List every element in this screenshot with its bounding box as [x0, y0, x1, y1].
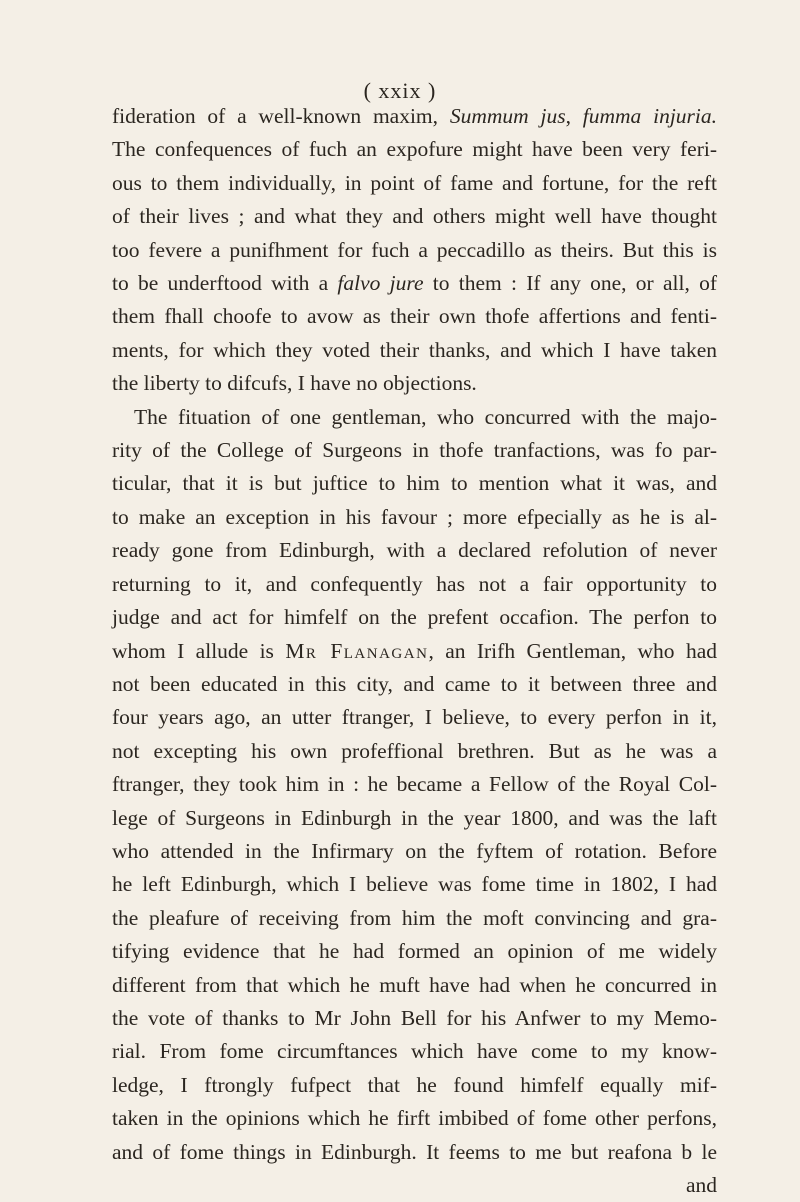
text-run: ledge, I ftrongly fufpect that he found himfelf equally mif- [112, 1072, 717, 1097]
text-line [112, 868, 717, 901]
text-line [112, 300, 717, 333]
text-run: The fituation of one gentleman, who concurred with the majo- [134, 404, 717, 429]
text-line [112, 635, 717, 668]
text-run: too fevere a punifhment for fuch a peccadillo as theirs. But this is [112, 237, 717, 262]
text-line [112, 100, 717, 133]
text-line [112, 401, 717, 434]
text-line [112, 1069, 717, 1102]
text-line [112, 568, 717, 601]
text-line [112, 935, 717, 968]
text-run: the pleafure of receiving from him the moft convincing and gra- [112, 905, 717, 930]
text-line [112, 768, 717, 801]
text-run: not been educated in this city, and came to it between three and [112, 671, 717, 696]
text-line [112, 1035, 717, 1068]
text-line [112, 701, 717, 734]
italic-phrase: Summum jus [449, 104, 566, 128]
text-run: lege of Surgeons in Edinburgh in the year 1800, and was the laft [112, 805, 717, 830]
text-run: The confequences of fuch an expofure might have been very feri- [112, 137, 717, 162]
text-line [112, 234, 717, 267]
italic-phrase: falvo jure [337, 271, 424, 296]
text-run: , an Irifh Gentleman, who had [428, 638, 717, 663]
text-line [112, 735, 717, 768]
text-line [112, 334, 717, 367]
text-line [112, 835, 717, 868]
small-caps-name: Mr Flanagan [285, 638, 429, 663]
text-line [112, 601, 717, 634]
text-run: who attended in the Infirmary on the fyftem of rotation. Before [112, 838, 717, 863]
text-line [112, 167, 717, 200]
text-line [112, 367, 717, 400]
text-run: taken in the opinions which he firft imbibed of fome other perfons, [112, 1106, 717, 1131]
text-line [112, 267, 717, 300]
text-line [112, 1102, 717, 1135]
text-run: ftranger, they took him in : he became a Fellow of the Royal Col- [112, 772, 717, 797]
text-run: tifying evidence that he had formed an opinion of me widely [112, 939, 717, 964]
text-run: fideration of a well-known maxim, [112, 104, 450, 128]
text-run: rity of the College of Surgeons in thofe tranfactions, was fo par- [112, 438, 717, 463]
text-run: and of fome things in Edinburgh. It feems to me but reafona b le [112, 1139, 717, 1164]
text-run: to be underftood with a [112, 271, 338, 296]
text-run: them fhall choofe to avow as their own thofe affertions and fenti- [112, 304, 717, 329]
text-run: ready gone from Edinburgh, with a declared refolution of never [112, 538, 717, 563]
text-line [112, 1136, 717, 1169]
text-line [112, 467, 717, 500]
text-run: different from that which he muft have had when he concurred in [112, 972, 717, 997]
text-run: of their lives ; and what they and others might well have thought [112, 204, 717, 229]
text-line [112, 902, 717, 935]
text-run: the liberty to difcufs, I have no objections. [112, 371, 477, 396]
text-run: ous to them individually, in point of fame and fortune, for the reft [112, 170, 717, 195]
page-number: ( xxix ) [363, 78, 437, 103]
catchword: and [685, 1173, 717, 1197]
text-run: returning to it, and confequently has not a fair opportunity to [112, 571, 717, 596]
text-run: to them : If any one, or all, of [423, 271, 717, 296]
text-run: judge and act for himfelf on the prefent occafion. The perfon to [112, 605, 717, 630]
text-run: to make an exception in his favour ; more efpecially as he is al- [112, 504, 717, 529]
text-line [112, 969, 717, 1002]
text-run: , [565, 104, 583, 128]
text-run: ticular, that it is but juftice to him to mention what it was, and [112, 471, 717, 496]
text-run: he left Edinburgh, which I believe was fome time in 1802, I had [112, 872, 717, 897]
text-line [112, 200, 717, 233]
text-run: whom I allude is [112, 638, 286, 663]
body-text [112, 100, 717, 1202]
text-line [112, 1002, 717, 1035]
text-line [112, 133, 717, 166]
text-run: rial. From fome circumftances which have come to my know- [112, 1039, 717, 1064]
text-line [112, 802, 717, 835]
text-line [112, 501, 717, 534]
text-run: ments, for which they voted their thanks, and which I have taken [112, 337, 717, 362]
text-run: the vote of thanks to Mr John Bell for his Anfwer to my Memo- [112, 1005, 717, 1030]
text-line [112, 434, 717, 467]
text-line [112, 534, 717, 567]
text-run: not excepting his own profeffional brethren. But as he was a [112, 738, 717, 763]
text-line [112, 668, 717, 701]
italic-phrase: fumma injuria. [582, 104, 718, 128]
text-run: four years ago, an utter ftranger, I believe, to every perfon in it, [112, 705, 717, 730]
